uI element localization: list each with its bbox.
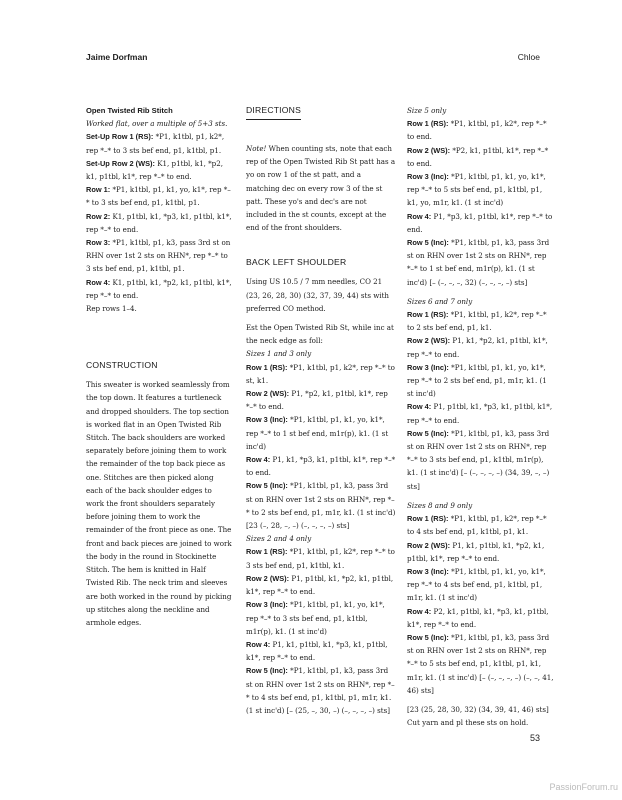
instruction-row [246, 387, 396, 413]
row-label: Row 1 (RS): [246, 547, 288, 557]
instruction-row [407, 400, 555, 426]
instruction-row [86, 130, 232, 156]
instruction-row [246, 638, 396, 664]
row-text: P1, *p3, k1, p1tbl, k1*, rep *–* to end. [407, 211, 553, 234]
back-left-shoulder-heading: BACK LEFT SHOULDER [246, 257, 347, 268]
instruction-row [246, 479, 396, 532]
row-text: *P1, k1tbl, p1, k2*, rep *–* to 3 sts bef end, p1, k1tbl, k1. [246, 547, 395, 570]
row-text: K1, p1tbl, k1, *p2, k1, p1tbl, k1*, rep *–* to end. [86, 158, 223, 182]
row-label: Row 3 (Inc): [407, 566, 449, 576]
instruction-row [407, 308, 555, 334]
row-label: Row 1: [86, 185, 111, 195]
row-label: Row 3 (Inc): [407, 172, 449, 182]
row-label: Row 4: [86, 277, 111, 287]
row-label: Set-Up Row 1 (RS): [86, 132, 154, 142]
row-text: *P2, k1, p1tbl, k1*, rep *–* to end. [407, 145, 549, 168]
row-text: P1, k1, p1tbl, k1, *p3, k1, p1tbl, k1*, rep *–* to end. [246, 639, 388, 663]
row-text: *P1, k1tbl, p1, k1, yo, k1*, rep *–* to 1 st bef end, m1r(p), k1. (1 st inc'd) [246, 415, 389, 451]
instruction-row [407, 427, 555, 493]
row-label: Row 2 (WS): [407, 336, 451, 346]
row-label: Row 3 (Inc): [246, 600, 288, 610]
row-text: P1, k1, *p3, k1, p1tbl, k1*, rep *–* to end. [246, 455, 396, 478]
row-text: K1, p1tbl, k1, *p3, k1, p1tbl, k1*, rep *–* to end. [86, 211, 232, 234]
instruction-row [86, 276, 232, 302]
row-label: Row 4: [246, 639, 271, 649]
instruction-row [407, 236, 555, 289]
cast-on-text: Using US 10.5 / 7 mm needles, CO 21 (23, 26, 28, 30) (32, 37, 39, 44) sts with preferred CO method. [246, 277, 389, 313]
row-label: Row 5 (Inc): [246, 666, 288, 676]
sizes-2-4-label: Sizes 2 and 4 only [246, 534, 312, 544]
construction-heading: CONSTRUCTION [86, 360, 158, 371]
final-stitch-counts: [23 (25, 28, 30, 32) (34, 39, 41, 46) sts] [407, 704, 549, 714]
row-label: Row 2 (WS): [246, 573, 290, 583]
row-label: Row 2: [86, 211, 111, 221]
instruction-row [246, 598, 396, 638]
row-label: Row 1 (RS): [407, 119, 449, 129]
instruction-row [86, 210, 232, 236]
rows-sizes-8-9 [407, 512, 555, 697]
page-number: 53 [529, 733, 540, 743]
row-label: Row 5 (Inc): [407, 238, 449, 248]
row-text: *P1, k1tbl, p1, k1, yo, k1*, rep *–* to 4 sts bef end, p1, k1tbl, p1, m1r, k1. (1 st inc'd) [407, 566, 546, 603]
row-label: Row 5 (Inc): [407, 632, 449, 642]
row-label: Row 1 (RS): [407, 514, 449, 524]
row-text: P1, p1tbl, k1, *p2, k1, p1tbl, k1*, rep *–* to end. [246, 573, 394, 597]
instruction-row [86, 157, 232, 183]
column-middle [246, 104, 396, 717]
author-name: Jaime Dorfman [86, 52, 148, 62]
sizes-8-9-label: Sizes 8 and 9 only [407, 500, 473, 510]
rows-size-5 [407, 117, 555, 289]
instruction-row [86, 183, 232, 209]
instruction-row [86, 236, 232, 276]
row-label: Row 1 (RS): [407, 310, 449, 320]
row-text: *P1, k1tbl, p1, k2*, rep *–* to 3 sts bef end, p1, k1tbl, p1. [86, 132, 225, 155]
open-rib-title: Open Twisted Rib Stitch [86, 106, 173, 115]
directions-heading-text: DIRECTIONS [246, 104, 301, 120]
instruction-row [246, 664, 396, 717]
establish-text: Est the Open Twisted Rib St, while inc at the neck edge as foll: [246, 323, 394, 346]
row-label: Row 4: [407, 402, 432, 412]
rep-rows: Rep rows 1–4. [86, 304, 137, 314]
row-text: *P1, k1tbl, p1, k1, yo, k1*, rep *–* to 2 sts bef end, p1, m1r, k1. (1 st inc'd) [407, 362, 547, 399]
note-label: Note! [246, 144, 267, 153]
instruction-row [407, 631, 555, 697]
cut-yarn-text: Cut yarn and pl these sts on hold. [407, 718, 529, 728]
instruction-row [407, 539, 555, 565]
sizes-6-7-label: Sizes 6 and 7 only [407, 296, 473, 306]
row-text: *P1, k1tbl, p1, k2*, rep *–* to 2 sts bef end, p1, k1. [407, 310, 547, 333]
row-label: Row 5 (Inc): [407, 428, 449, 438]
instruction-row [246, 413, 396, 453]
row-text: P1, k1, p1tbl, k1, *p2, k1, p1tbl, k1*, rep *–* to end. [407, 540, 545, 563]
pattern-title: Chloe [517, 52, 540, 62]
rows-sizes-1-3 [246, 361, 396, 533]
open-rib-rows [86, 130, 232, 302]
row-text: *P1, k1tbl, p1, k2*, rep *–* to st, k1. [246, 362, 395, 385]
row-label: Row 4: [246, 455, 271, 465]
column-left [86, 104, 232, 629]
row-label: Row 3 (Inc): [246, 415, 288, 425]
rows-sizes-2-4 [246, 545, 396, 717]
row-text: *P1, k1tbl, p1, k3, pass 3rd st on RHN over 1st 2 sts on RHN*, rep *–* to 4 sts bef end, p1, k1tbl, p1, m1r, k1. (1 st inc'd) [– (25, –, 30, –) (–, –, –, –) sts] [246, 666, 395, 715]
row-text: *P1, k1tbl, p1, k3, pass 3rd st on RHN over 1st 2 sts on RHN*, rep *–* to 1 st bef end, m1r(p), k1. (1 st inc'd) [– (–, –, –, 32) (–, –, –, –) sts] [407, 238, 550, 287]
instruction-row [407, 361, 555, 401]
rows-sizes-6-7 [407, 308, 555, 493]
instruction-row [246, 572, 396, 598]
instruction-row [246, 453, 396, 479]
sizes-5-label: Size 5 only [407, 106, 447, 115]
row-text: *P1, k1tbl, p1, k3, pass 3rd st on RHN over 1st 2 sts on RHN*, rep *–* to 3 sts bef end, p1, k1tbl, m1r(p), k1. (1 st inc'd) [– (–, –, –, –) (34, 39, –, –) sts] [407, 428, 550, 491]
instruction-row [407, 210, 555, 236]
construction-text: This sweater is worked seamlessly from the top down. It features a turtleneck and dropped shoulders. The top section is worked flat in an Open Twisted Rib Stitch. The back shoulders are worked separately before joining them to work the remainder of the top back piece as one. Stitches are then picked along each of the back shoulder edges to work the front shoulders separately before joining them to work the remainder of the front piece as one. The front and back pieces are joined to work the body in the round in Stockinette Stitch. The hem is knitted in Half Twisted Rib. The neck trim and sleeves are both worked in the round by picking up stitches along the neckline and armhole edges. [86, 380, 232, 627]
row-label: Row 2 (WS): [246, 389, 290, 399]
row-label: Row 4: [407, 211, 432, 221]
row-text: P1, p1tbl, k1, *p3, k1, p1tbl, k1*, rep *–* to end. [407, 402, 553, 425]
row-text: P1, k1, *p2, k1, p1tbl, k1*, rep *–* to end. [407, 336, 548, 359]
row-label: Row 5 (Inc): [246, 481, 288, 491]
watermark: PassionForum.ru [549, 782, 618, 792]
row-label: Row 3 (Inc): [407, 362, 449, 372]
row-text: *P1, k1tbl, p1, k2*, rep *–* to 4 sts bef end, p1, k1tbl, p1, k1. [407, 514, 547, 537]
row-text: *P1, k1tbl, p1, k3, pass 3rd st on RHN over 1st 2 sts on RHN*, rep *–* to 5 sts bef end, p1, k1tbl, p1, k1, m1r, k1. (1 st inc'd) [– (–, –, –, –) (–, –, 41, 46) sts] [407, 632, 554, 695]
row-text: *P1, k1tbl, p1, k3, pass 3rd st on RHN over 1st 2 sts on RHN*, rep *–* to 2 sts bef end, p1, m1r, k1. (1 st inc'd) [23 (–, 28, –, –) (–, –, –, –) sts] [246, 481, 396, 531]
instruction-row [246, 545, 396, 571]
instruction-row [407, 605, 555, 631]
instruction-row [407, 512, 555, 538]
note-paragraph [246, 142, 396, 234]
row-label: Row 1 (RS): [246, 362, 288, 372]
instruction-row [407, 565, 555, 605]
note-text: When counting sts, note that each rep of the Open Twisted Rib St patt has a yo on row 1 of the st patt, and a matching dec on every row 3 of the st patt. These yo's and dec's are not included in the st counts, except at the end of the front shoulders. [246, 144, 396, 233]
directions-heading [246, 104, 396, 120]
row-label: Row 3: [86, 238, 111, 248]
instruction-row [407, 170, 555, 210]
row-label: Set-Up Row 2 (WS): [86, 158, 155, 168]
sizes-1-3-label: Sizes 1 and 3 only [246, 349, 312, 359]
row-text: *P1, k1tbl, p1, k1, yo, k1*, rep *–* to 3 sts bef end, p1, k1tbl, m1r(p), k1. (1 st inc'd) [246, 600, 385, 636]
open-rib-subtitle: Worked flat, over a multiple of 5+3 sts. [86, 119, 228, 129]
row-label: Row 2 (WS): [407, 540, 451, 550]
instruction-row [246, 361, 396, 387]
row-text: *P1, k1tbl, p1, k1, yo, k1*, rep *–* to 3 sts bef end, p1, k1tbl, p1. [86, 185, 231, 208]
column-right [407, 104, 555, 729]
row-text: P1, *p2, k1, p1tbl, k1*, rep *–* to end. [246, 389, 388, 412]
row-label: Row 2 (WS): [407, 145, 451, 155]
instruction-row [407, 144, 555, 170]
row-text: P2, k1, p1tbl, k1, *p3, k1, p1tbl, k1*, rep *–* to end. [407, 606, 549, 629]
row-text: *P1, k1tbl, p1, k3, pass 3rd st on RHN over 1st 2 sts on RHN*, rep *–* to 3 sts bef end, p1, k1tbl, p1. [86, 238, 231, 274]
row-label: Row 4: [407, 606, 432, 616]
row-text: K1, p1tbl, k1, *p2, k1, p1tbl, k1*, rep *–* to end. [86, 277, 232, 300]
row-text: *P1, k1tbl, p1, k2*, rep *–* to end. [407, 119, 547, 142]
instruction-row [407, 117, 555, 143]
instruction-row [407, 334, 555, 360]
row-text: *P1, k1tbl, p1, k1, yo, k1*, rep *–* to 5 sts bef end, p1, k1tbl, p1, k1, yo, m1r, k1. (1 st inc'd) [407, 172, 546, 208]
